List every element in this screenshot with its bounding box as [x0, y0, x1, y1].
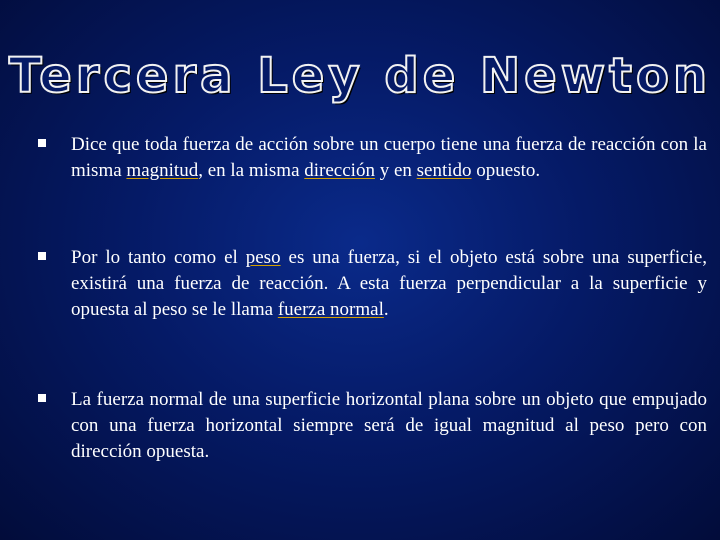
text-run: La fuerza normal de una superficie horizontal plana sobre un objeto que empujado con una fuerza horizontal siempre será de igual magnitud al peso pero con dirección opuesta. — [71, 389, 707, 462]
bullet-text — [71, 132, 707, 184]
hyperlink[interactable]: dirección — [304, 160, 375, 181]
text-run: y en — [374, 160, 417, 181]
text-run: opuesto. — [471, 160, 541, 181]
bullet-text — [71, 387, 707, 465]
square-bullet-icon — [38, 139, 46, 147]
text-run: . — [383, 299, 389, 320]
bullet-item — [38, 387, 707, 465]
text-run: Por lo tanto como el — [71, 247, 246, 268]
bullet-item — [38, 245, 707, 323]
hyperlink[interactable]: peso — [245, 247, 281, 268]
slide-title: Tercera Ley de Newton — [8, 48, 712, 104]
bullet-item — [38, 132, 707, 184]
text-run: Dice que toda fuerza de acción sobre un cuerpo tiene una fuerza de reacción con la misma — [71, 134, 707, 181]
hyperlink[interactable]: sentido — [416, 160, 472, 181]
square-bullet-icon — [38, 394, 46, 402]
bullet-text — [71, 245, 707, 323]
text-run: , en la misma — [198, 160, 305, 181]
square-bullet-icon — [38, 252, 46, 260]
hyperlink[interactable]: magnitud — [126, 160, 199, 181]
hyperlink[interactable]: fuerza normal — [277, 299, 384, 320]
text-run: es una fuerza, si el objeto está sobre una superficie, existirá una fuerza de reacción. A esta fuerza perpendicular a la superficie y opuesta al peso se le llama — [71, 247, 708, 320]
